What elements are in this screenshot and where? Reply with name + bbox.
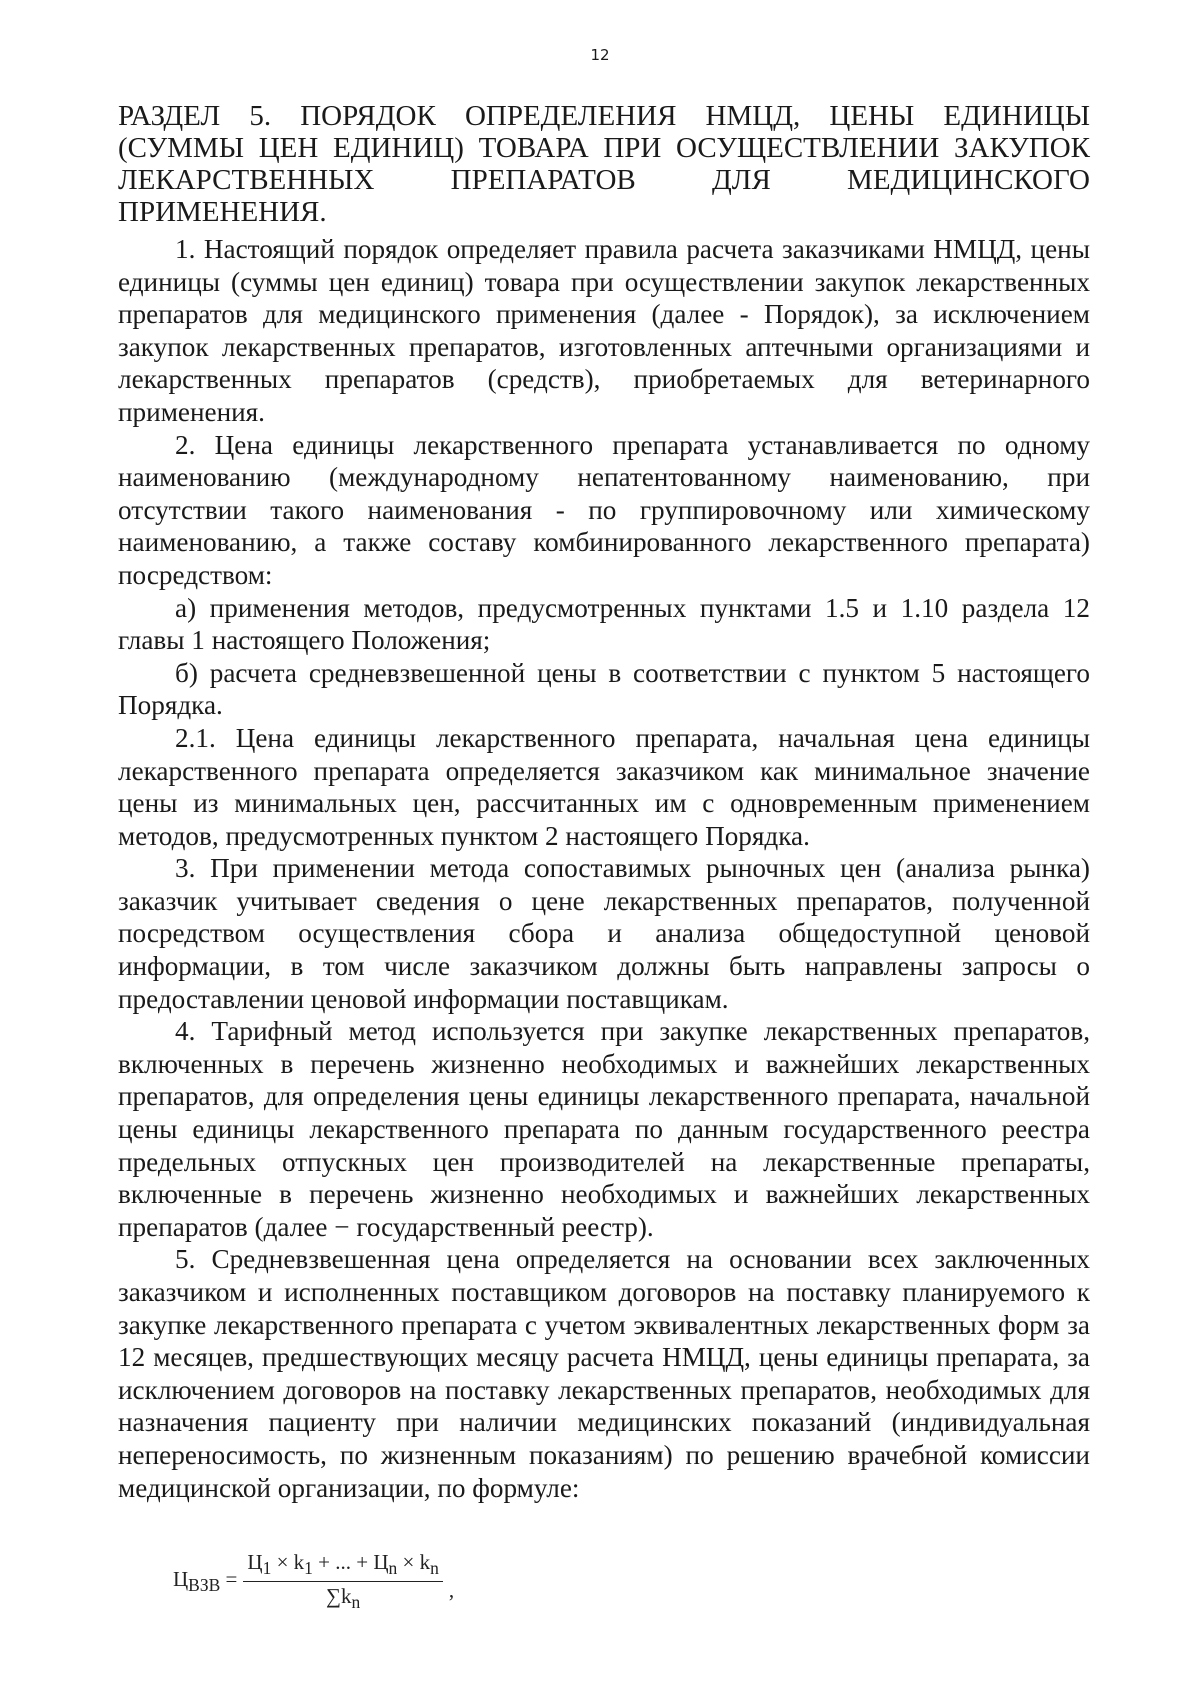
formula-equals: = (225, 1567, 238, 1592)
paragraph-4: 4. Тарифный метод используется при закупке лекарственных препаратов, включенных в перечень жизненно необходимых и важнейших лекарственных препаратов, для определения цены единицы лекарственного препарата, начальной цены единицы лекарственного препарата по данным государственного реестра предельных отпускных цен производителей на лекарственные препараты, включенные в перечень жизненно необходимых и важнейших лекарственных препаратов (далее − государственный реестр). (118, 1016, 1090, 1242)
formula-denominator (326, 1582, 360, 1613)
paragraph-2b: б) расчета средневзвешенной цены в соответствии с пунктом 5 настоящего Порядка. (118, 657, 1090, 721)
paragraph-3: 3. При применении метода сопоставимых рыночных цен (анализа рынка) заказчик учитывает сведения о цене лекарственных препаратов, полученной посредством осуществления сбора и анализа общедоступной ценовой информации, в том числе заказчиком должны быть направлены запросы о предоставлении ценовой информации поставщикам. (118, 853, 1090, 1014)
denominator-sub: n (351, 1592, 361, 1613)
paragraph-2a: а) применения методов, предусмотренных пунктами 1.5 и 1.10 раздела 12 главы 1 настоящего Положения; (118, 592, 1090, 656)
numerator-sub-4: n (430, 1558, 439, 1579)
numerator-sub-3: n (388, 1558, 398, 1579)
formula-lhs-subscript: ВЗВ (188, 1575, 221, 1596)
formula-lhs (173, 1567, 237, 1596)
numerator-middle: + ... + Ц (312, 1550, 389, 1574)
paragraph-2: 2. Цена единицы лекарственного препарата устанавливается по одному наименованию (международному непатентованному наименованию, при отсутствии такого наименования - по группировочному или химическому наименованию, а также составу комбинированного лекарственного препарата) посредством: (118, 429, 1090, 590)
numerator-price-symbol: Ц (247, 1550, 263, 1574)
paragraph-1: 1. Настоящий порядок определяет правила расчета заказчиками НМЦД, цены единицы (суммы цен единиц) товара при осуществлении закупок лекарственных препаратов для медицинского применения (далее - Порядок), за исключением закупок лекарственных препаратов, изготовленных аптечными организациями и лекарственных препаратов (средств), приобретаемых для ветеринарного применения. (118, 234, 1090, 427)
paragraph-2-1: 2.1. Цена единицы лекарственного препарата, начальная цена единицы лекарственного препарата определяется заказчиком как минимальное значение цены из минимальных цен, рассчитанных им с одновременным применением методов, предусмотренных пунктом 2 настоящего Порядка. (118, 722, 1090, 851)
numerator-times-2: × k (397, 1550, 431, 1574)
page-number: 12 (590, 46, 610, 64)
formula-numerator (243, 1550, 442, 1582)
formula-fraction (243, 1550, 442, 1613)
formula-trailing-comma: , (448, 1578, 455, 1603)
paragraph-5: 5. Средневзвешенная цена определяется на основании всех заключенных заказчиком и исполненных поставщиком договоров на поставку планируемого к закупке лекарственного препарата с учетом эквивалентных лекарственных форм за 12 месяцев, предшествующих месяцу расчета НМЦД, цены единицы препарата, за исключением договоров на поставку лекарственных препаратов, необходимых для назначения пациенту при наличии медицинских показаний (индивидуальная непереносимость, по жизненным показаниям) по решению врачебной комиссии медицинской организации, по формуле: (118, 1244, 1090, 1503)
section-title: РАЗДЕЛ 5. ПОРЯДОК ОПРЕДЕЛЕНИЯ НМЦД, ЦЕНЫ ЕДИНИЦЫ (СУММЫ ЦЕН ЕДИНИЦ) ТОВАРА ПРИ ОСУЩЕСТВЛЕНИИ ЗАКУПОК ЛЕКАРСТВЕННЫХ ПРЕПАРАТОВ ДЛЯ МЕДИЦИНСКОГО ПРИМЕНЕНИЯ. (118, 100, 1090, 228)
numerator-sub-1: 1 (262, 1558, 272, 1579)
sum-sigma: ∑ (326, 1584, 341, 1609)
denominator-k: k (340, 1584, 352, 1609)
formula-lhs-symbol: Ц (173, 1567, 189, 1592)
weighted-average-formula (173, 1550, 454, 1613)
numerator-sub-2: 1 (304, 1558, 313, 1579)
document-body (118, 233, 1090, 1504)
numerator-times-1: × k (271, 1550, 305, 1574)
